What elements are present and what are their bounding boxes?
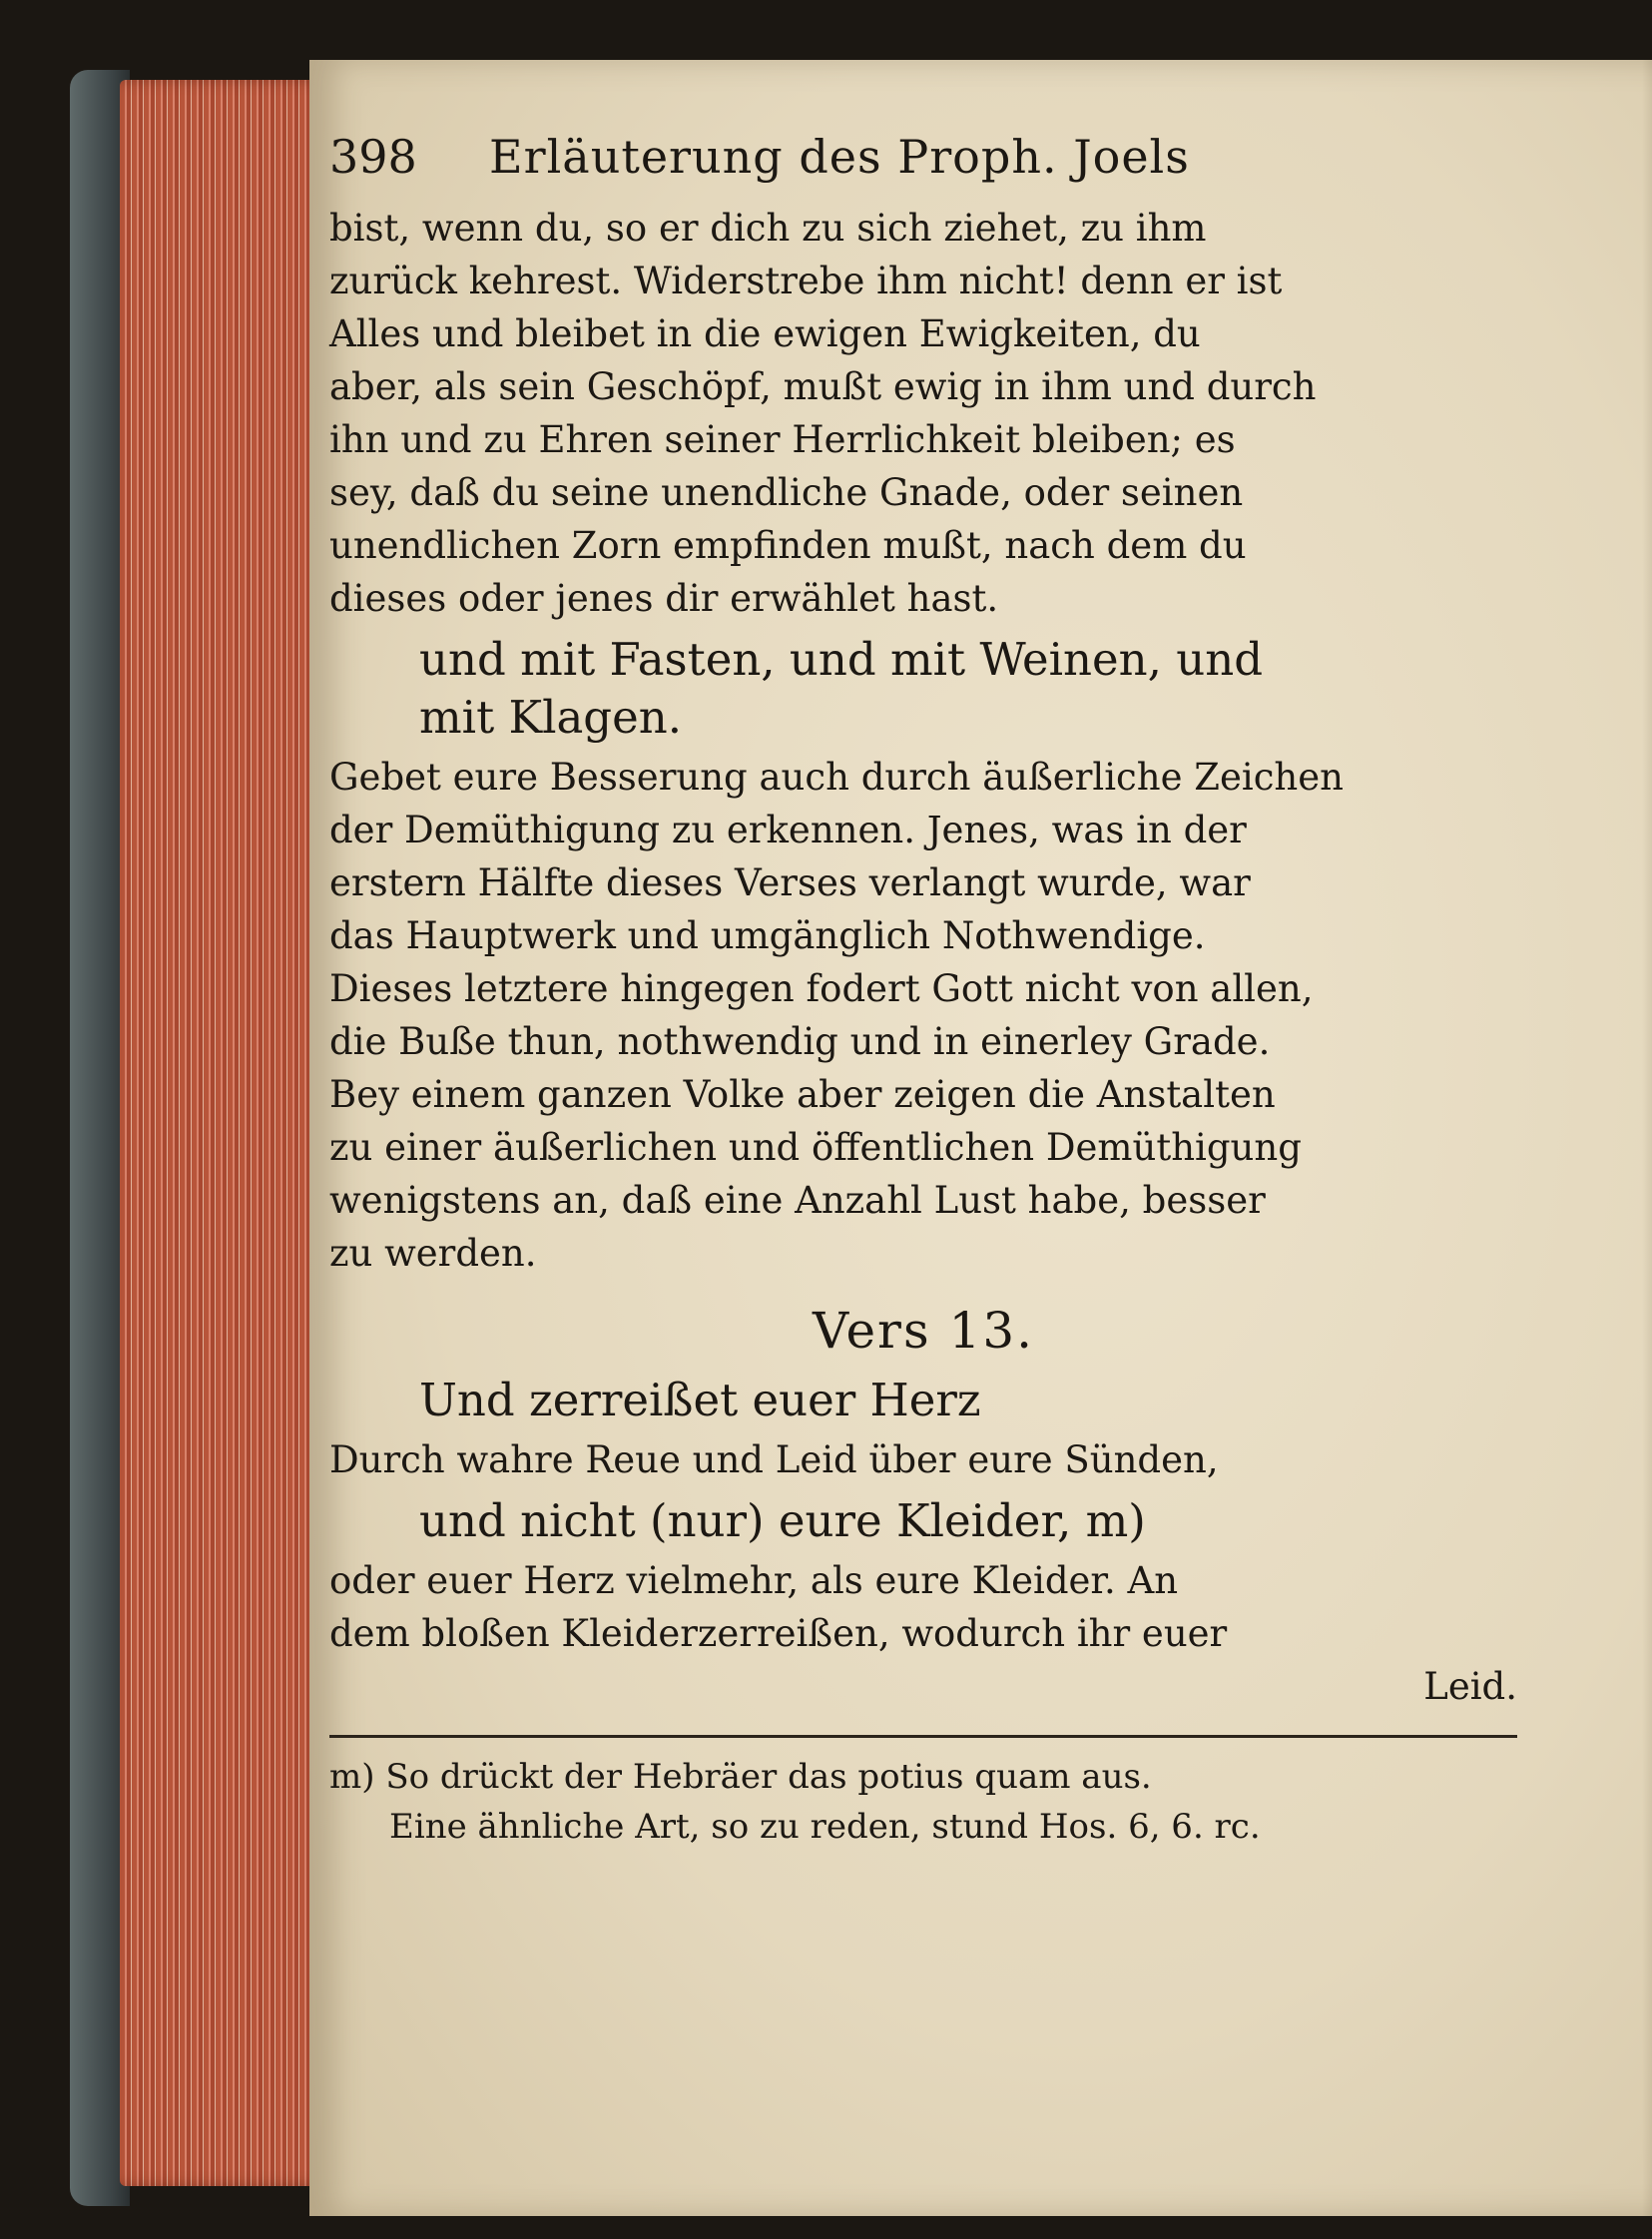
text-line: mit Klagen. [419, 691, 683, 744]
footnote-line: m) So drückt der Hebräer das potius quam aus. [329, 1757, 1152, 1797]
paragraph-2 [329, 751, 1517, 1280]
text-line: unendlichen Zorn empfinden mußt, nach dem du [329, 524, 1247, 567]
text-line: Dieses letztere hingegen fodert Gott nicht von allen, [329, 967, 1314, 1010]
footnote-line: Eine ähnliche Art, so zu reden, stund Hos. 6, 6. rc. [389, 1807, 1261, 1847]
paragraph-3 [329, 1433, 1517, 1486]
catchword: Leid. [1423, 1665, 1517, 1708]
text-line: oder euer Herz vielmehr, als eure Kleider. An [329, 1559, 1179, 1602]
text-line: Gebet eure Besserung auch durch äußerliche Zeichen [329, 756, 1344, 799]
text-line: der Demüthigung zu erkennen. Jenes, was in der [329, 809, 1247, 851]
running-title: Erläuterung des Proph. Joels [489, 130, 1190, 184]
text-quote-3: und nicht (nur) eure Kleider, m) [419, 1494, 1146, 1547]
text-line: zu einer äußerlichen und öffentlichen Demüthigung [329, 1126, 1302, 1169]
text-quote-1 [329, 631, 1517, 747]
verse-heading: Vers 13. [812, 1302, 1035, 1360]
text-line: bist, wenn du, so er dich zu sich ziehet, zu ihm [329, 207, 1207, 250]
text-line: erstern Hälfte dieses Verses verlangt wurde, war [329, 861, 1251, 904]
text-line: Bey einem ganzen Volke aber zeigen die Anstalten [329, 1073, 1276, 1116]
text-line: Durch wahre Reue und Leid über eure Sünden, [329, 1438, 1219, 1481]
text-line: sey, daß du seine unendliche Gnade, oder seinen [329, 471, 1244, 514]
footnote [329, 1752, 1517, 1852]
text-line: und mit Fasten, und mit Weinen, und [419, 633, 1264, 686]
text-line: zu werden. [329, 1232, 537, 1275]
running-header [329, 130, 1517, 184]
text-line: zurück kehrest. Widerstrebe ihm nicht! denn er ist [329, 260, 1283, 302]
page-text [329, 130, 1517, 1852]
paragraph-1 [329, 202, 1517, 625]
text-line: dieses oder jenes dir erwählet hast. [329, 577, 999, 620]
text-line: wenigstens an, daß eine Anzahl Lust habe, besser [329, 1179, 1266, 1222]
text-line: dem bloßen Kleiderzerreißen, wodurch ihr euer [329, 1612, 1228, 1655]
footnote-divider [329, 1735, 1517, 1738]
text-quote-2: Und zerreißet euer Herz [419, 1374, 981, 1426]
text-line: die Buße thun, nothwendig und in einerley Grade. [329, 1020, 1271, 1063]
text-line: Alles und bleibet in die ewigen Ewigkeiten, du [329, 312, 1201, 355]
text-line: das Hauptwerk und umgänglich Nothwendige. [329, 914, 1206, 957]
text-line: ihn und zu Ehren seiner Herrlichkeit bleiben; es [329, 418, 1236, 461]
paragraph-4 [329, 1554, 1517, 1660]
page-gutter-shadow [1642, 60, 1652, 2216]
page-number: 398 [329, 130, 417, 184]
text-line: aber, als sein Geschöpf, mußt ewig in ihm und durch [329, 365, 1317, 408]
